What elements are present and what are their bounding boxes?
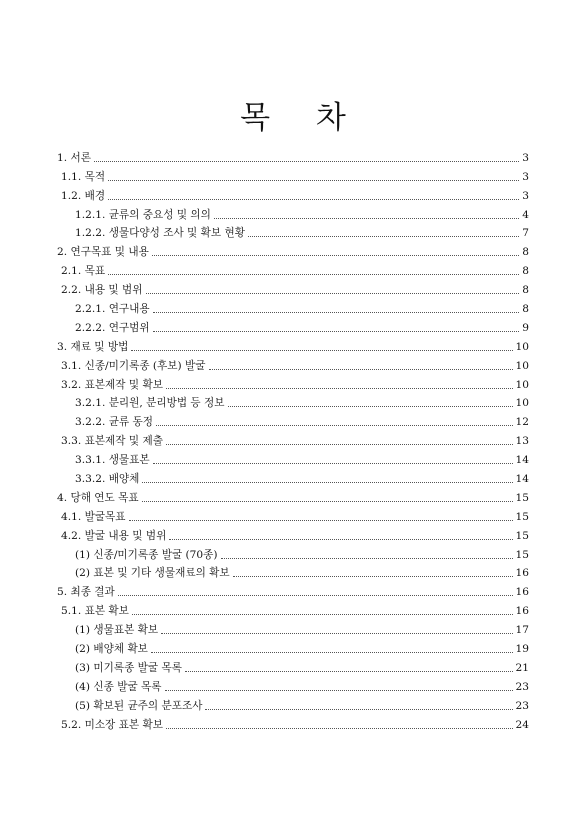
toc-entry-label: (2) 표본 및 기타 생물재료의 확보 — [75, 567, 230, 580]
toc-entry-page: 12 — [515, 416, 529, 429]
toc-entry-label: 4. 당해 연도 목표 — [57, 491, 139, 504]
toc-leader-dots — [166, 444, 513, 445]
toc-entry-label: 5. 최종 결과 — [57, 586, 115, 599]
toc-leader-dots — [166, 388, 513, 389]
toc-entry-label: 2.2.1. 연구내용 — [75, 303, 150, 316]
toc-leader-dots — [108, 274, 519, 275]
toc-entry-page: 8 — [522, 265, 529, 278]
toc-leader-dots — [221, 558, 513, 559]
toc-entry[interactable] — [57, 636, 529, 655]
toc-entry-page: 21 — [515, 661, 529, 674]
toc-entry-page: 19 — [515, 643, 529, 656]
toc-leader-dots — [169, 539, 512, 540]
toc-entry-label: 1. 서론 — [57, 151, 91, 164]
toc-leader-dots — [156, 425, 513, 426]
toc-entry-label: (3) 미기록종 발굴 목록 — [75, 661, 182, 674]
toc-entry-label: 1.2. 배경 — [61, 189, 106, 202]
toc-leader-dots — [214, 218, 519, 219]
toc-entry-page: 10 — [515, 378, 529, 391]
toc-entry-label: 2.2. 내용 및 범위 — [61, 284, 143, 297]
toc-entry-page: 24 — [515, 718, 529, 731]
toc-entry-page: 15 — [515, 491, 529, 504]
toc-leader-dots — [132, 614, 513, 615]
toc-entry[interactable] — [57, 598, 529, 617]
toc-leader-dots — [166, 728, 513, 729]
toc-leader-dots — [131, 350, 512, 351]
toc-entry-page: 10 — [515, 359, 529, 372]
toc-leader-dots — [108, 180, 519, 181]
toc-entry[interactable] — [57, 334, 529, 353]
toc-entry[interactable] — [57, 447, 529, 466]
toc-entry[interactable] — [57, 523, 529, 542]
toc-entry-label: 3.2. 표본제작 및 확보 — [61, 378, 163, 391]
toc-entry-page: 8 — [522, 284, 529, 297]
toc-entry-page: 3 — [522, 151, 529, 164]
toc-entry-page: 23 — [515, 699, 529, 712]
toc-entry-label: 5.2. 미소장 표본 확보 — [61, 718, 163, 731]
toc-entry-label: 4.1. 발굴목표 — [61, 510, 126, 523]
table-of-contents — [57, 145, 529, 731]
toc-entry-label: 4.2. 발굴 내용 및 범위 — [61, 529, 167, 542]
toc-entry-label: 3.3. 표본제작 및 제출 — [61, 435, 163, 448]
toc-entry-page: 13 — [515, 435, 529, 448]
toc-entry-page: 15 — [515, 548, 529, 561]
toc-entry[interactable] — [57, 183, 529, 202]
toc-entry-page: 17 — [515, 624, 529, 637]
toc-entry-label: 3.3.2. 배양체 — [75, 473, 140, 486]
toc-entry-label: 3.2.1. 분리원, 분리방법 등 정보 — [75, 397, 225, 410]
toc-entry[interactable] — [57, 315, 529, 334]
toc-entry-page: 15 — [515, 510, 529, 523]
toc-entry-page: 23 — [515, 680, 529, 693]
toc-entry-label: 3.1. 신종/미기록종 (후보) 발굴 — [61, 359, 206, 372]
toc-leader-dots — [118, 595, 513, 596]
toc-entry-page: 4 — [522, 208, 529, 221]
toc-entry[interactable] — [57, 504, 529, 523]
toc-leader-dots — [228, 406, 513, 407]
toc-entry-page: 10 — [515, 340, 529, 353]
toc-entry-label: 2.1. 목표 — [61, 265, 106, 278]
toc-entry-label: 3.2.2. 균류 동정 — [75, 416, 153, 429]
toc-leader-dots — [94, 161, 519, 162]
toc-entry-label: 5.1. 표본 확보 — [61, 605, 129, 618]
toc-entry[interactable] — [57, 258, 529, 277]
toc-entry-label: (2) 배양체 확보 — [75, 643, 148, 656]
toc-entry[interactable] — [57, 485, 529, 504]
toc-leader-dots — [205, 709, 512, 710]
toc-entry[interactable] — [57, 466, 529, 485]
toc-entry[interactable] — [57, 428, 529, 447]
toc-entry[interactable] — [57, 542, 529, 561]
toc-entry-page: 14 — [515, 473, 529, 486]
toc-leader-dots — [233, 576, 513, 577]
toc-entry[interactable] — [57, 202, 529, 221]
toc-entry-page: 16 — [515, 586, 529, 599]
toc-entry-page: 7 — [522, 227, 529, 240]
toc-leader-dots — [108, 199, 519, 200]
toc-entry-page: 16 — [515, 605, 529, 618]
toc-entry-label: 1.1. 목적 — [61, 170, 106, 183]
toc-entry[interactable] — [57, 409, 529, 428]
toc-entry-page: 8 — [522, 246, 529, 259]
toc-leader-dots — [151, 652, 513, 653]
toc-entry[interactable] — [57, 372, 529, 391]
toc-entry-label: 1.2.2. 생물다양성 조사 및 확보 현황 — [75, 227, 245, 240]
toc-entry-label: (1) 생물표본 확보 — [75, 624, 159, 637]
toc-entry-label: (1) 신종/미기록종 발굴 (70종) — [75, 548, 218, 561]
toc-entry[interactable] — [57, 221, 529, 240]
toc-entry-label: 1.2.1. 균류의 중요성 및 의의 — [75, 208, 211, 221]
toc-entry[interactable] — [57, 693, 529, 712]
toc-entry-page: 16 — [515, 567, 529, 580]
toc-entry[interactable] — [57, 561, 529, 580]
toc-leader-dots — [142, 482, 512, 483]
toc-entry[interactable] — [57, 391, 529, 410]
toc-entry-page: 15 — [515, 529, 529, 542]
toc-leader-dots — [248, 236, 519, 237]
toc-entry-page: 10 — [515, 397, 529, 410]
toc-entry[interactable] — [57, 277, 529, 296]
toc-entry[interactable] — [57, 617, 529, 636]
toc-leader-dots — [153, 331, 520, 332]
toc-leader-dots — [129, 520, 513, 521]
toc-leader-dots — [142, 501, 513, 502]
toc-entry[interactable] — [57, 145, 529, 164]
toc-entry-label: 3.3.1. 생물표본 — [75, 454, 150, 467]
toc-leader-dots — [209, 369, 513, 370]
toc-entry[interactable] — [57, 674, 529, 693]
toc-entry-label: (5) 확보된 균주의 분포조사 — [75, 699, 203, 712]
toc-entry[interactable] — [57, 164, 529, 183]
toc-entry[interactable] — [57, 655, 529, 674]
toc-leader-dots — [185, 671, 513, 672]
toc-leader-dots — [146, 293, 520, 294]
toc-entry[interactable] — [57, 579, 529, 598]
page-title: 목 차 — [240, 100, 364, 136]
toc-entry[interactable] — [57, 712, 529, 731]
toc-entry-label: 2.2.2. 연구범위 — [75, 321, 150, 334]
toc-leader-dots — [165, 690, 513, 691]
toc-entry-page: 14 — [515, 454, 529, 467]
toc-entry-page: 3 — [522, 189, 529, 202]
toc-entry-page: 9 — [522, 321, 529, 334]
toc-entry-label: 2. 연구목표 및 내용 — [57, 246, 149, 259]
toc-entry-label: 3. 재료 및 방법 — [57, 340, 129, 353]
toc-leader-dots — [153, 312, 520, 313]
toc-leader-dots — [161, 633, 512, 634]
toc-entry[interactable] — [57, 353, 529, 372]
toc-entry-label: (4) 신종 발굴 목록 — [75, 680, 162, 693]
toc-leader-dots — [153, 463, 513, 464]
toc-entry[interactable] — [57, 239, 529, 258]
toc-entry-page: 8 — [522, 303, 529, 316]
toc-entry-page: 3 — [522, 170, 529, 183]
toc-leader-dots — [152, 255, 519, 256]
toc-entry[interactable] — [57, 296, 529, 315]
